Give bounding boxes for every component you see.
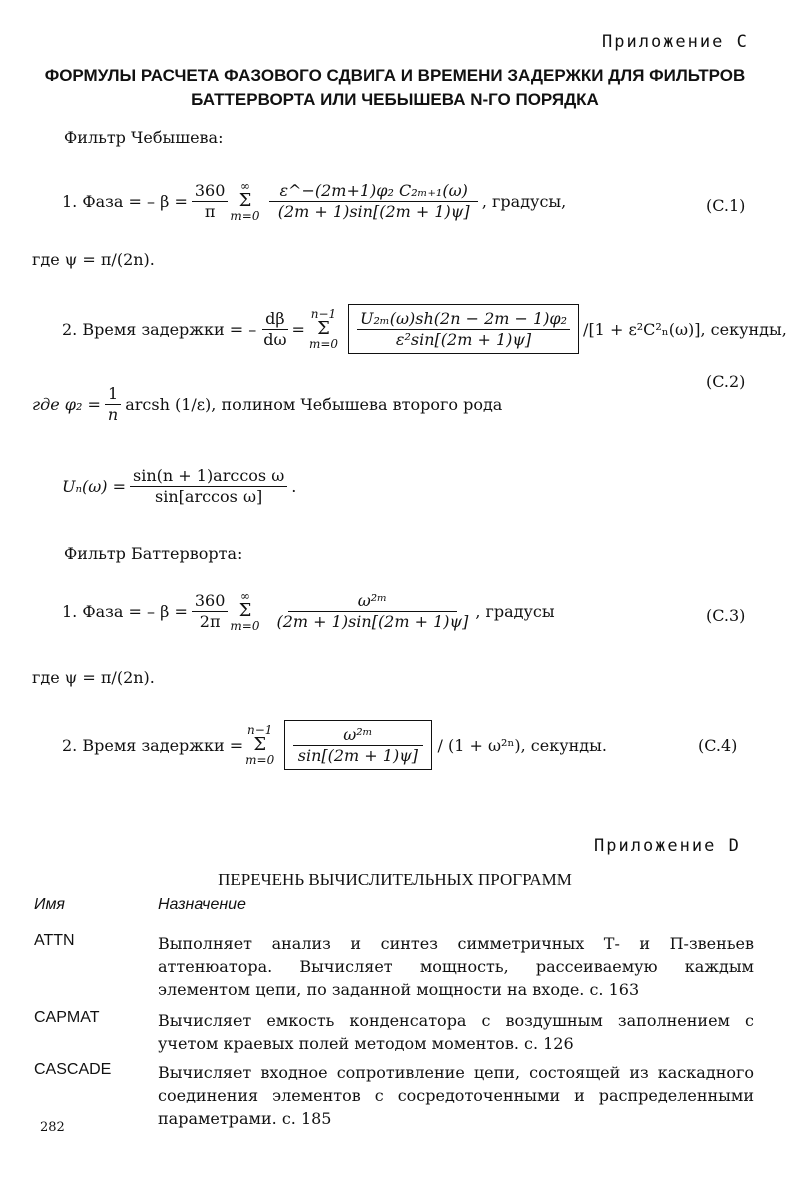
phi-def-suffix: arcsh (1/ε), полином Чебышева второго рода [125, 395, 503, 414]
eq3-prefix: 1. Фаза = – β = [62, 601, 188, 621]
eq1-sum-bottom: m=0 [230, 209, 260, 223]
eq4-fraction [293, 725, 422, 766]
eq1-den: (2m + 1)sin[(2m + 1)ψ] [277, 201, 470, 221]
butterworth-heading: Фильтр Баттерворта: [64, 544, 243, 563]
eq1-coef-num: 360 [192, 181, 229, 202]
eq1-number: (C.1) [706, 196, 746, 215]
eq3-den: (2m + 1)sin[(2m + 1)ψ] [276, 611, 469, 631]
program-name: CAPMAT [34, 1009, 100, 1026]
column-name-header: Имя [34, 896, 65, 913]
list-item [34, 1009, 754, 1055]
eq2-fraction [357, 309, 570, 350]
phi-definition [32, 384, 502, 425]
eq4-prefix: 2. Время задержки = [62, 735, 244, 755]
eq4-den: sin[(2m + 1)ψ] [297, 745, 418, 765]
eq1-num: ε^−(2m+1)φ₂ C₂ₘ₊₁(ω) [269, 181, 477, 202]
eq3-coef-den: 2π [199, 611, 221, 631]
un-den: sin[arccos ω] [155, 487, 263, 506]
appendix-d-label: Приложение D [594, 836, 741, 856]
equation-c2: 2. Время задержки = – $\frac{d\beta}{d\omega}$ = n−1 Σ m=0 $\frac{\text{U₂ₘ(ω)sh(2n − 2m − 1)φ₂}}{\text{ε²sin[(2m + 1)ψ]}}$ /[1 + ε²C²ₙ(ω)], секунды, [62, 304, 787, 354]
eq4-suffix: / (1 + ω²ⁿ), секунды. [437, 735, 607, 755]
eq1-sum: ∞ Σ m=0 [230, 179, 260, 223]
eq4-num: ω²ᵐ [293, 725, 422, 746]
eq2-sum-top: n−1 [310, 307, 337, 321]
equation-c4 [62, 720, 607, 770]
eq2-prefix: 2. Время задержки = – [62, 319, 257, 339]
page-number: 282 [40, 1120, 65, 1135]
equation-c3 [62, 590, 555, 632]
eq4-bracket [284, 720, 431, 770]
eq4-sum-bottom: m=0 [245, 753, 275, 767]
appendix-c-title [20, 64, 770, 112]
eq1-suffix: , градусы, [481, 191, 567, 211]
eq3-number: (C.3) [706, 606, 746, 625]
eq2-suffix: /[1 + ε²C²ₙ(ω)], секунды, [583, 319, 787, 339]
eq2-den: ε²sin[(2m + 1)ψ] [395, 329, 532, 349]
eq3-coef [192, 591, 229, 632]
un-fraction [130, 466, 287, 507]
eq1-prefix: 1. Фаза = – β = [62, 191, 188, 211]
eq1-coef-den: π [204, 201, 216, 221]
eq2-number: (C.2) [706, 372, 746, 391]
eq1-sum-top: ∞ [239, 179, 250, 193]
eq3-fraction [273, 591, 471, 632]
eq2-deriv-num: dβ [262, 309, 288, 330]
eq3-num: ω²ᵐ [288, 591, 457, 612]
program-name: CASCADE [34, 1061, 112, 1078]
column-purpose-header: Назначение [158, 896, 246, 913]
program-name: ATTN [34, 932, 75, 949]
equation-c1 [62, 180, 566, 222]
eq3-suffix: , градусы [475, 601, 555, 621]
program-list [34, 932, 754, 1130]
psi-definition: где ψ = π/(2n). [32, 250, 155, 269]
psi-definition-2: где ψ = π/(2n). [32, 668, 155, 687]
program-description: Выполняет анализ и синтез симметричных Т- и П-звеньев аттенюатора. Вычисляет мощность, рассеиваемую каждым элементом цепи, по заданной мощности на входе. с. 163 [158, 934, 754, 999]
program-description: Вычисляет входное сопротивление цепи, состоящей из каскадного соединения элементов с сосредоточенными и распределенными параметрами. с. 185 [158, 1063, 754, 1128]
chebyshev-heading: Фильтр Чебышева: [64, 128, 224, 147]
eq3-coef-num: 360 [192, 591, 229, 612]
eq2-sum: n−1 Σ m=0 [308, 307, 339, 351]
eq2-deriv-den: dω [263, 329, 287, 349]
phi-def-fraction [105, 384, 121, 425]
eq4-sum: n−1 Σ m=0 [245, 723, 275, 767]
appendix-c-title-line2: БАТТЕРВОРТА ИЛИ ЧЕБЫШЕВА N-ГО ПОРЯДКА [191, 90, 599, 109]
eq1-coef [192, 181, 229, 222]
un-definition: Uₙ(ω) = $\frac{\text{sin(n + 1)arccos ω}}{\text{sin[arccos ω]}}$ . [62, 466, 297, 506]
eq4-number: (C.4) [698, 736, 738, 755]
phi-def-num: 1 [105, 384, 121, 405]
eq2-num: U₂ₘ(ω)sh(2n − 2m − 1)φ₂ [357, 309, 570, 330]
appendix-c-title-line1: ФОРМУЛЫ РАСЧЕТА ФАЗОВОГО СДВИГА И ВРЕМЕНИ ЗАДЕРЖКИ ДЛЯ ФИЛЬТРОВ [44, 66, 746, 85]
eq1-fraction [269, 181, 477, 222]
list-item [34, 932, 754, 1001]
eq2-derivative [260, 309, 289, 350]
appendix-c-label: Приложение С [602, 32, 749, 52]
program-description: Вычисляет емкость конденсатора с воздушным заполнением с учетом краевых полей методом моментов. с. 126 [158, 1011, 754, 1053]
eq2-bracket [348, 304, 579, 354]
eq3-sum-top: ∞ [239, 589, 250, 603]
eq3-sum-bottom: m=0 [230, 619, 260, 633]
un-num: sin(n + 1)arccos ω [130, 466, 287, 487]
phi-def-den: n [107, 405, 119, 424]
phi-def-prefix: где φ₂ = [32, 395, 101, 414]
eq3-sum: ∞ Σ m=0 [230, 589, 260, 633]
un-lhs: Uₙ(ω) = [62, 477, 126, 496]
eq4-sum-top: n−1 [246, 723, 273, 737]
eq2-sum-bottom: m=0 [308, 337, 339, 351]
appendix-d-title: ПЕРЕЧЕНЬ ВЫЧИСЛИТЕЛЬНЫХ ПРОГРАММ [218, 870, 572, 889]
list-item [34, 1061, 754, 1130]
